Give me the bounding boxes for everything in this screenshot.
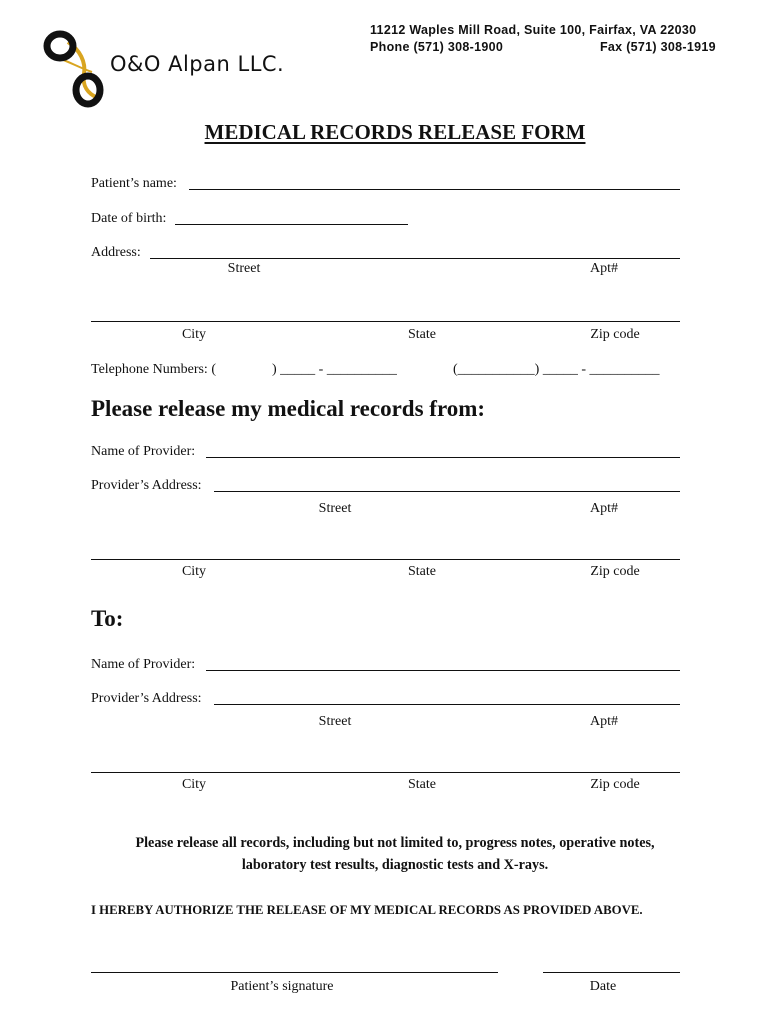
from-state-caption: State (408, 564, 436, 579)
dob-label: Date of birth: (91, 211, 167, 226)
company-logo (40, 28, 112, 108)
from-provider-label: Name of Provider: (91, 444, 196, 459)
to-street-caption: Street (318, 714, 352, 729)
release-note-line-2: laboratory test results, diagnostic tests and X-rays. (241, 857, 549, 873)
from-apt-caption: Apt# (590, 501, 618, 516)
to-address-street-field[interactable] (214, 704, 680, 705)
zip-caption: Zip code (590, 327, 640, 342)
from-provider-field[interactable] (206, 457, 680, 458)
signature-field[interactable] (91, 972, 498, 973)
address-city-field[interactable] (91, 321, 680, 322)
release-note-line-1: Please release all records, including but not limited to, progress notes, operative notes, (135, 835, 655, 851)
release-note (60, 832, 730, 876)
apt-caption: Apt# (590, 261, 618, 276)
patient-name-label: Patient’s name: (91, 176, 177, 191)
release-from-heading: Please release my medical records from: (91, 396, 486, 421)
oo-alpan-logo-icon (40, 28, 112, 108)
state-caption: State (408, 327, 436, 342)
date-field[interactable] (543, 972, 680, 973)
company-fax: Fax (571) 308-1919 (600, 40, 716, 54)
to-address-label: Provider’s Address: (91, 691, 202, 706)
from-address-street-field[interactable] (214, 491, 680, 492)
to-city-caption: City (181, 777, 207, 792)
street-caption: Street (227, 261, 261, 276)
to-address-city-field[interactable] (91, 772, 680, 773)
company-name: O&O Alpan LLC. (110, 52, 285, 76)
telephone-field-2[interactable]: (___________) _____ - __________ (453, 362, 660, 377)
from-zip-caption: Zip code (590, 564, 640, 579)
to-provider-field[interactable] (206, 670, 680, 671)
telephone-label: Telephone Numbers: ( (91, 362, 216, 377)
date-caption: Date (589, 979, 617, 994)
to-provider-label: Name of Provider: (91, 657, 196, 672)
form-title: MEDICAL RECORDS RELEASE FORM (204, 120, 586, 144)
company-phone: Phone (571) 308-1900 (370, 40, 504, 54)
city-caption: City (181, 327, 207, 342)
address-street-field[interactable] (150, 258, 680, 259)
patient-name-field[interactable] (189, 189, 680, 190)
from-street-caption: Street (318, 501, 352, 516)
company-address: 11212 Waples Mill Road, Suite 100, Fairfax, VA 22030 (370, 23, 697, 37)
authorization-statement: I HEREBY AUTHORIZE THE RELEASE OF MY MEDICAL RECORDS AS PROVIDED ABOVE. (91, 903, 643, 917)
dob-field[interactable] (175, 224, 408, 225)
address-label: Address: (91, 245, 141, 260)
from-address-label: Provider’s Address: (91, 478, 202, 493)
from-city-caption: City (181, 564, 207, 579)
to-zip-caption: Zip code (590, 777, 640, 792)
to-apt-caption: Apt# (590, 714, 618, 729)
release-to-heading: To: (91, 606, 124, 631)
signature-caption: Patient’s signature (230, 979, 334, 994)
from-address-city-field[interactable] (91, 559, 680, 560)
telephone-field-1[interactable]: ) _____ - __________ (272, 362, 397, 377)
to-state-caption: State (408, 777, 436, 792)
